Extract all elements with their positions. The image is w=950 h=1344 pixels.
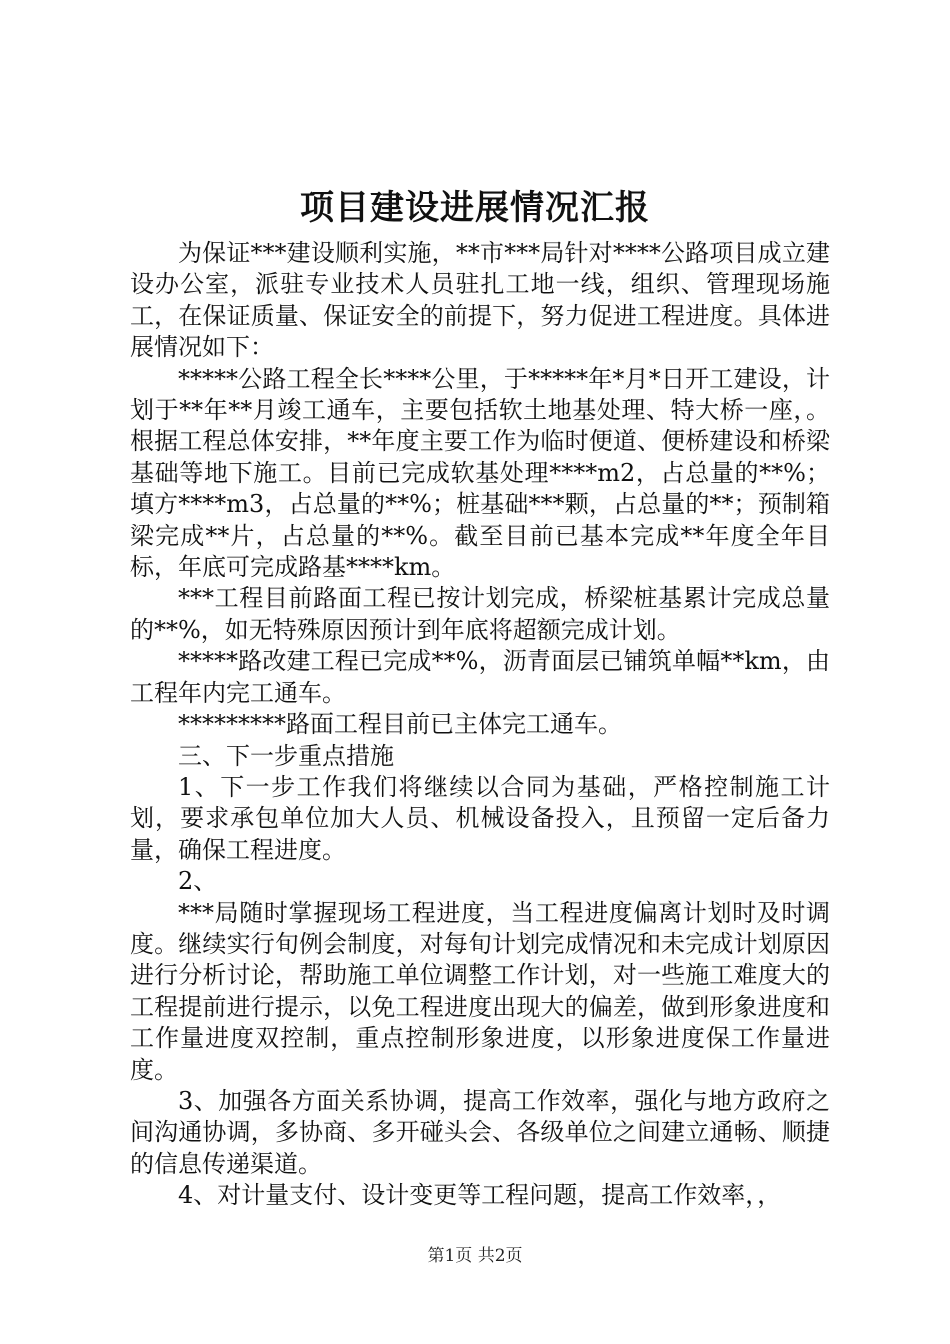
paragraph-intro: 为保证***建设顺利实施，**市***局针对****公路项目成立建设办公室，派驻专业技术人员驻扎工地一线，组织、管理现场施工，在保证质量、保证安全的前提下，努力促进工程进度。具体进展情况如下： <box>130 239 830 362</box>
paragraph-measure-1: 1、下一步工作我们将继续以合同为基础，严格控制施工计划，要求承包单位加大人员、机械设备投入，且预留一定后备力量，确保工程进度。 <box>130 772 830 864</box>
page-number: 第1页 共2页 <box>427 1246 523 1266</box>
paragraph-highway-project: *****公路工程全长****公里，于*****年*月*日开工建设，计划于**年**月竣工通车，主要包括软土地基处理、特大桥一座，。根据工程总体安排，**年度主要工作为临时便道、便桥建设和桥梁基础等地下施工。目前已完成软基处理****m2，占总量的**%；填方****m3，占总量的**%；桩基础***颗，占总量的**；预制箱梁完成**片，占总量的**%。截至目前已基本完成**年度全年目标，年底可完成路基****km。 <box>130 364 830 582</box>
paragraph-measure-2-label: 2、 <box>178 867 218 896</box>
paragraph-measure-3: 3、加强各方面关系协调，提高工作效率，强化与地方政府之间沟通协调，多协商、多开碰头会、各级单位之间建立通畅、顺捷的信息传递渠道。 <box>130 1086 830 1178</box>
paragraph-road-completed: *********路面工程目前已主体完工通车。 <box>178 710 622 739</box>
section-heading-next-steps: 三、下一步重点措施 <box>178 741 394 770</box>
paragraph-road-renovation: *****路改建工程已完成**%，沥青面层已铺筑单幅**km，由工程年内完工通车。 <box>130 647 830 707</box>
paragraph-pavement-progress: ***工程目前路面工程已按计划完成，桥梁桩基累计完成总量的**%，如无特殊原因预计到年底将超额完成计划。 <box>130 584 830 644</box>
document-body <box>130 238 830 1212</box>
document-title: 项目建设进展情况汇报 <box>300 188 650 228</box>
paragraph-measure-2: ***局随时掌握现场工程进度，当工程进度偏离计划时及时调度。继续实行旬例会制度，对每旬计划完成情况和未完成计划原因进行分析讨论，帮助施工单位调整工作计划，对一些施工难度大的工程提前进行提示，以免工程进度出现大的偏差，做到形象进度和工作量进度双控制，重点控制形象进度，以形象进度保工作量进度。 <box>130 898 830 1084</box>
paragraph-measure-4: 4、对计量支付、设计变更等工程问题，提高工作效率，， <box>178 1181 782 1210</box>
